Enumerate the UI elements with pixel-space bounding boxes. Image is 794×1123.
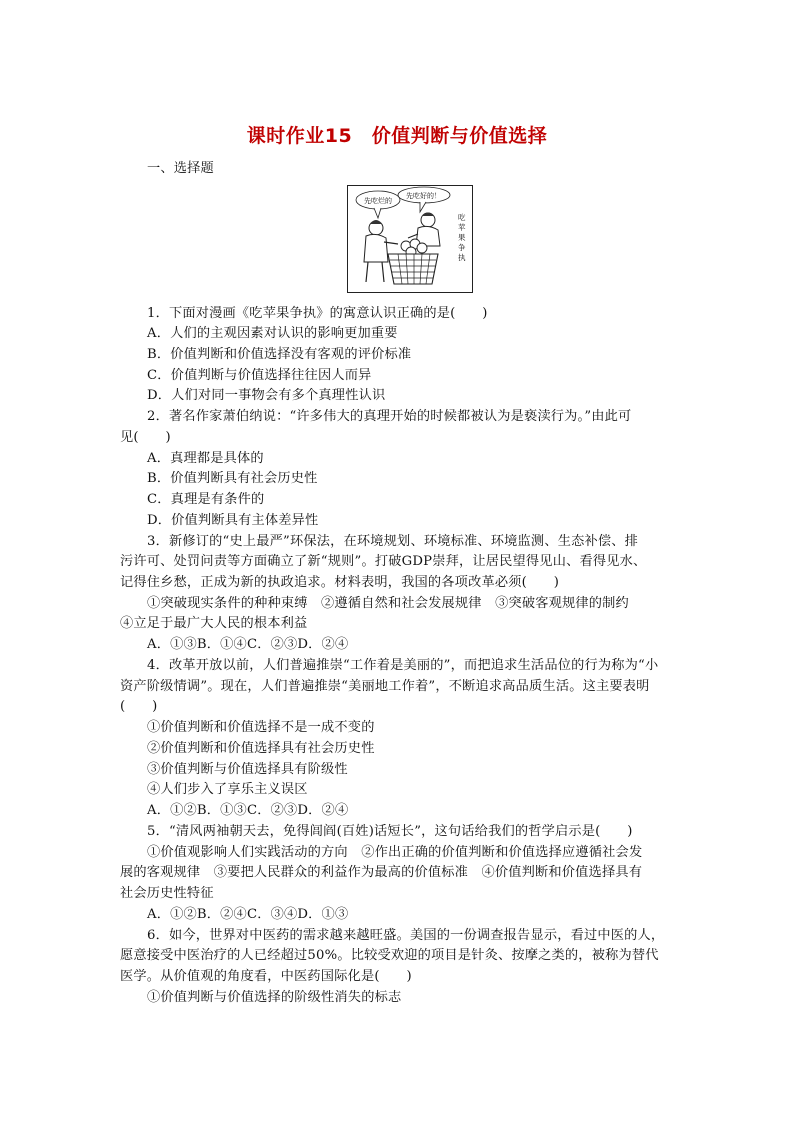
question-4-stem: 4．改革开放以前，人们普遍推崇“工作着是美丽的”，而把追求生活品位的行为称为“小 xyxy=(147,658,659,673)
question-6-stem: 6．如今，世界对中医药的需求越来越旺盛。美国的一份调查报告显示，看过中医的人， xyxy=(147,928,665,943)
option-line: B．价值判断和价值选择没有客观的评价标准 xyxy=(147,347,412,362)
section-heading: 一、选择题 xyxy=(147,161,214,176)
answer-options: A．①③B．①④C．②③D．②④ xyxy=(147,637,349,652)
option-line: C．价值判断与价值选择往往因人而异 xyxy=(147,368,372,383)
caption-char: 苹 xyxy=(458,223,466,232)
question-4-stem-cont: 资产阶级情调”。现在，人们普遍推崇“美丽地工作着”，不断追求高品质生活。这主要表明 xyxy=(120,679,650,694)
option-line: A．人们的主观因素对认识的影响更加重要 xyxy=(147,326,398,341)
question-5-stem: 5．“清风两袖朝天去，免得闾阎(百姓)话短长”，这句话给我们的哲学启示是( ) xyxy=(147,824,633,839)
statement-line: ①突破现实条件的种种束缚 ②遵循自然和社会发展规律 ③突破客观规律的制约 xyxy=(147,596,629,611)
caption-char: 争 xyxy=(458,243,466,252)
option-line: A．真理都是具体的 xyxy=(147,451,264,466)
caption-char: 执 xyxy=(458,253,466,262)
option-line: D．价值判断具有主体差异性 xyxy=(147,513,319,528)
statement-line: ③价值判断与价值选择具有阶级性 xyxy=(147,762,348,777)
option-line: C．真理是有条件的 xyxy=(147,492,265,507)
question-3-stem: 3．新修订的“史上最严”环保法，在环境规划、环境标准、环境监测、生态补偿、排 xyxy=(147,534,639,549)
page-title: 课时作业15 价值判断与价值选择 xyxy=(246,125,548,147)
answer-options: A．①②B．②④C．③④D．①③ xyxy=(147,907,349,922)
question-4-stem-cont: ( ) xyxy=(120,699,158,714)
question-2-stem: 2．著名作家萧伯纳说：“许多伟大的真理开始的时候都被认为是亵渎行为。”由此可 xyxy=(147,409,632,424)
speech-left-text: 先吃烂的 xyxy=(364,197,392,205)
statement-line: 展的客观规律 ③要把人民群众的利益作为最高的价值标准 ④价值判断和价值选择具有 xyxy=(120,865,643,880)
question-2-stem-cont: 见( ) xyxy=(120,430,171,445)
speech-right-text: 先吃好的！ xyxy=(406,192,441,200)
caption-char: 吃 xyxy=(458,213,466,222)
question-1-stem: 1．下面对漫画《吃苹果争执》的寓意认识正确的是( ) xyxy=(147,306,488,321)
question-3-stem-cont: 污许可、处罚问责等方面确立了新“规则”。打破GDP崇拜，让居民望得见山、看得见水、 xyxy=(120,554,647,569)
statement-line: ④立足于最广大人民的根本利益 xyxy=(120,616,308,631)
statement-line: 社会历史性特征 xyxy=(120,886,214,901)
statement-line: ②价值判断和价值选择具有社会历史性 xyxy=(147,741,375,756)
option-line: D．人们对同一事物会有多个真理性认识 xyxy=(147,388,386,403)
answer-options: A．①②B．①③C．②③D．②④ xyxy=(147,803,349,818)
caption-char: 果 xyxy=(458,233,466,242)
statement-line: ①价值判断与价值选择的阶级性消失的标志 xyxy=(147,990,402,1005)
cartoon-image xyxy=(347,185,473,293)
cartoon-drawing xyxy=(348,186,472,292)
statement-line: ①价值观影响人们实践活动的方向 ②作出正确的价值判断和价值选择应遵循社会发 xyxy=(147,845,643,860)
option-line: B．价值判断具有社会历史性 xyxy=(147,471,318,486)
question-6-stem-cont: 医学。从价值观的角度看，中医药国际化是( ) xyxy=(120,969,412,984)
question-3-stem-cont: 记得住乡愁，正成为新的执政追求。材料表明，我国的各项改革必须( ) xyxy=(120,575,560,590)
statement-line: ④人们步入了享乐主义误区 xyxy=(147,782,308,797)
statement-line: ①价值判断和价值选择不是一成不变的 xyxy=(147,720,375,735)
question-6-stem-cont: 愿意接受中医治疗的人已经超过50%。比较受欢迎的项目是针灸、按摩之类的，被称为替代 xyxy=(120,948,659,963)
